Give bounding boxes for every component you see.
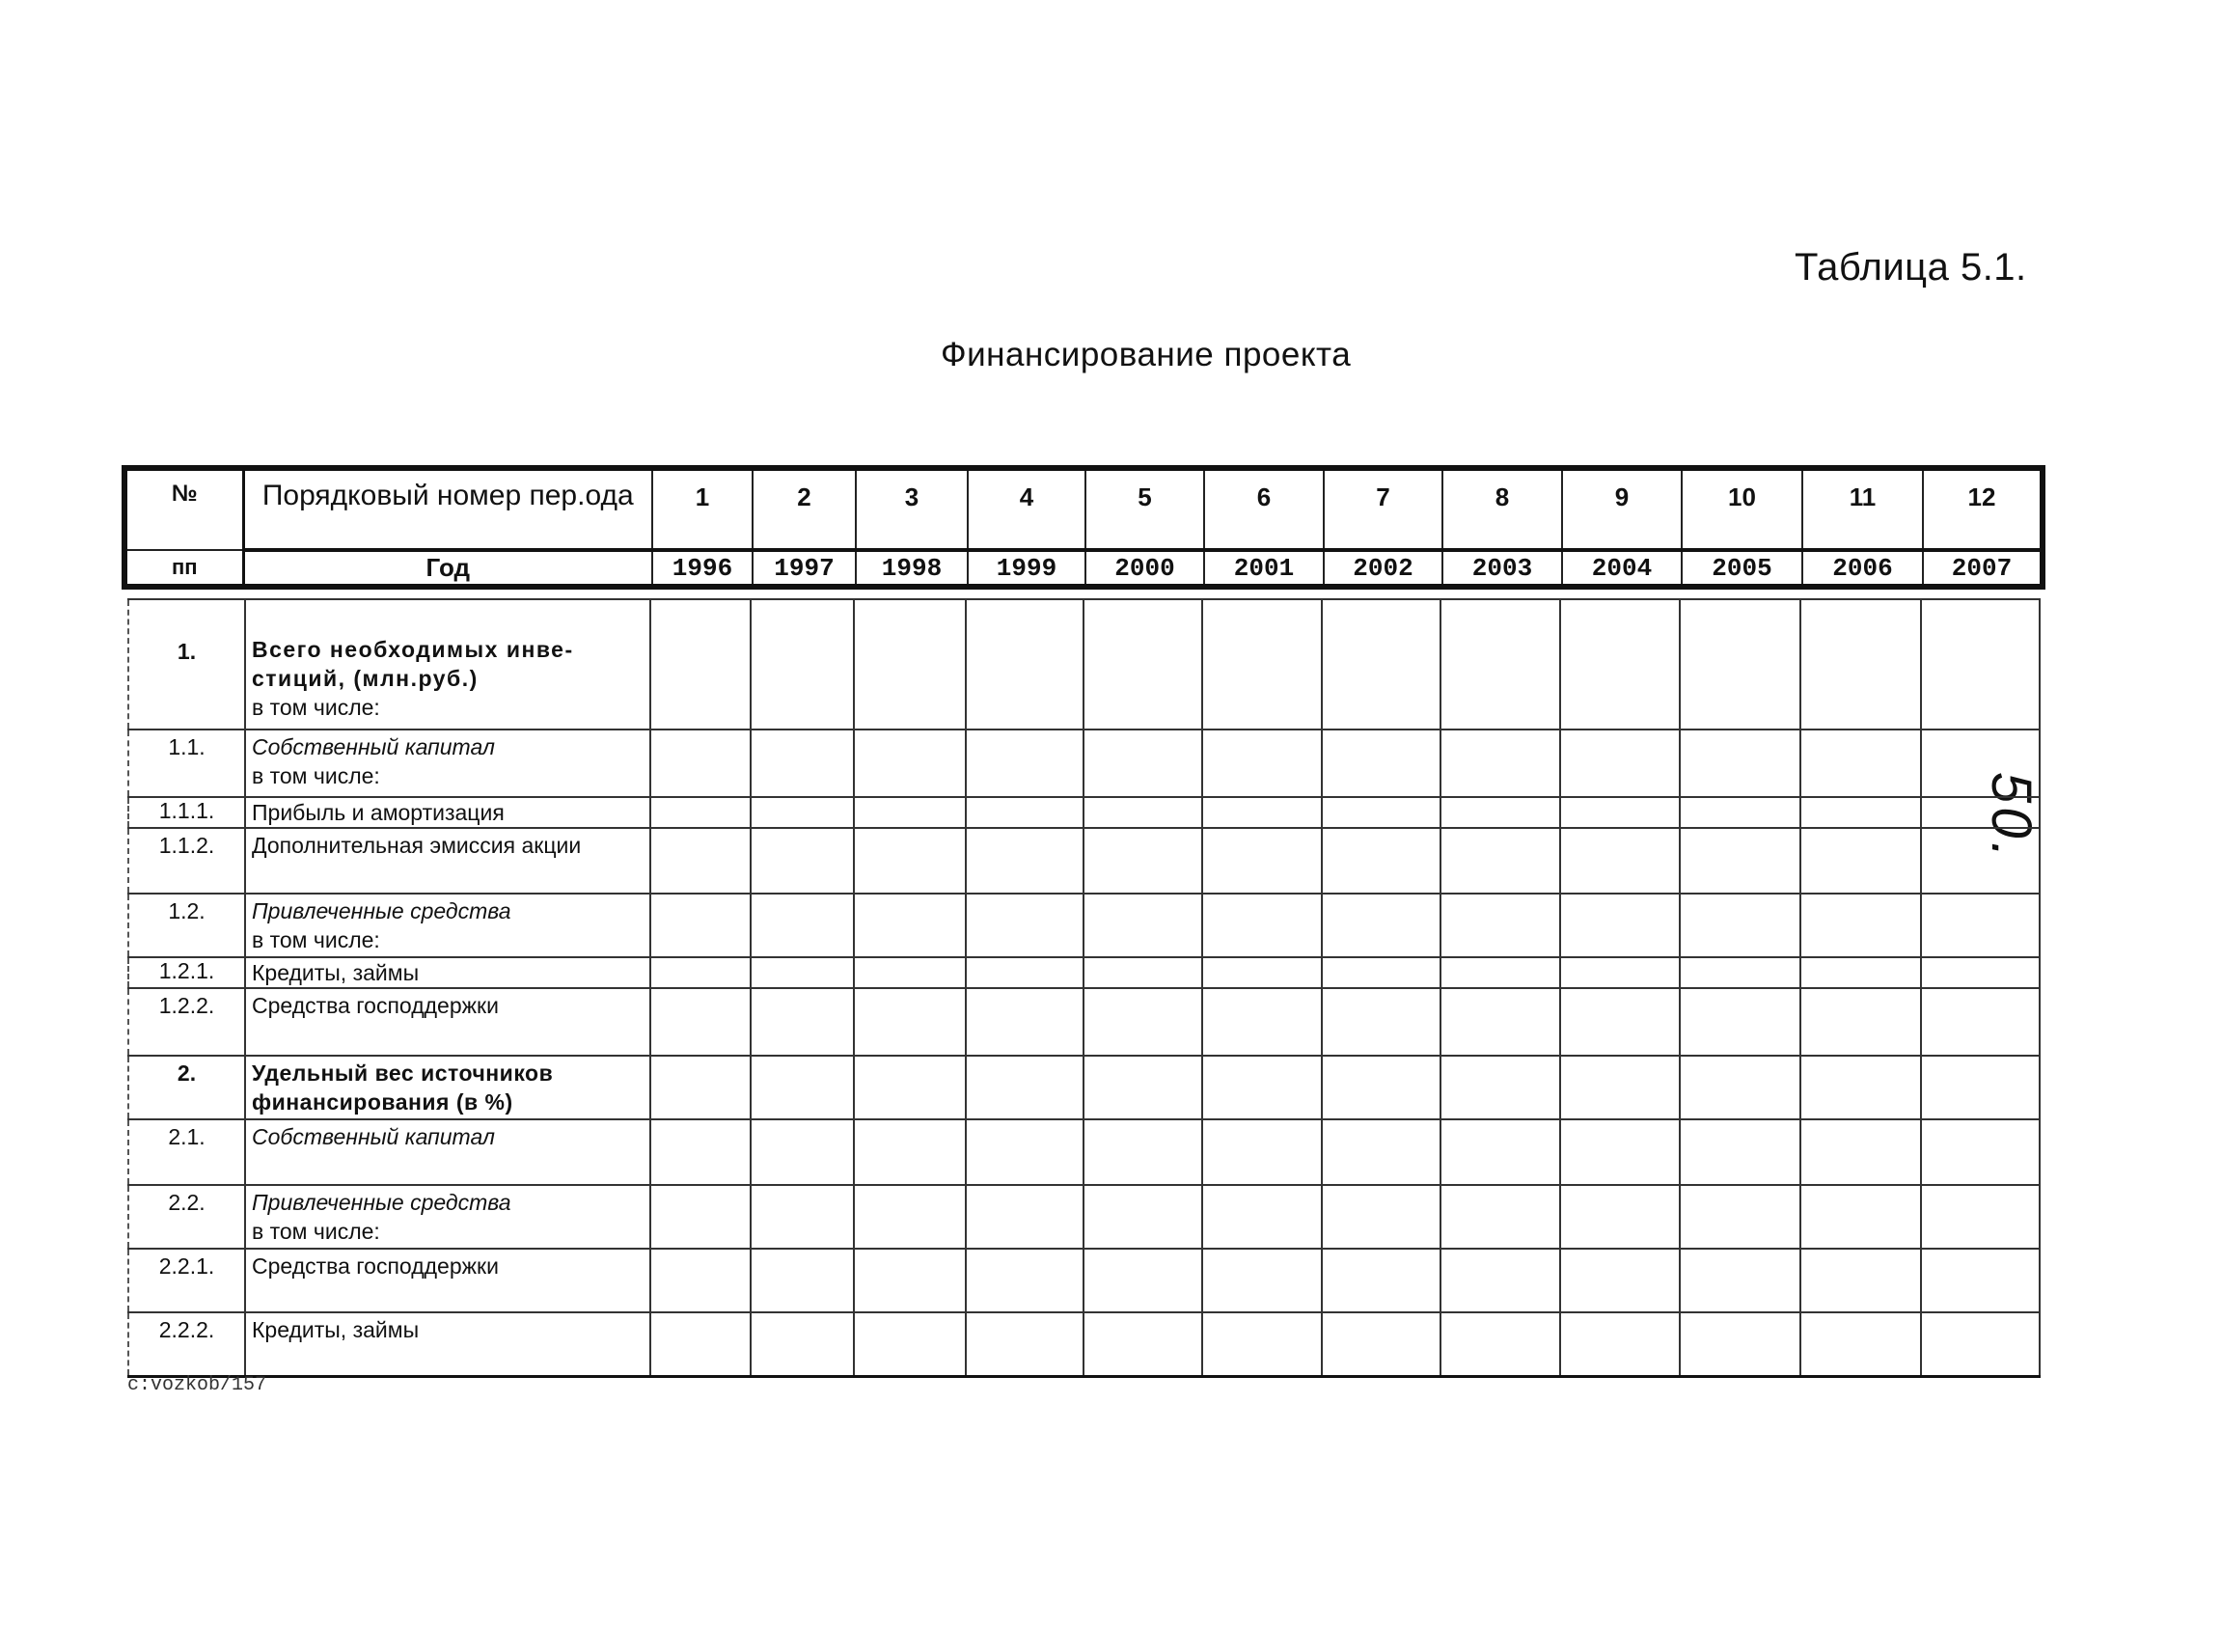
data-cell (1680, 988, 1800, 1056)
row-label-cell (245, 957, 650, 988)
data-cell (854, 797, 966, 828)
data-cell (1921, 1312, 2040, 1376)
data-cell (854, 730, 966, 797)
data-cell (1322, 828, 1440, 894)
row-label: Кредиты, займы (252, 960, 420, 985)
data-cell (1084, 1312, 1202, 1376)
data-cell (1202, 599, 1322, 730)
data-cell (966, 1185, 1084, 1249)
row-sublabel: в том числе: (252, 1219, 380, 1244)
data-cell (1680, 1119, 1800, 1185)
data-cell (854, 894, 966, 957)
data-cell (650, 1119, 751, 1185)
data-cell (1202, 730, 1322, 797)
data-cell (650, 1185, 751, 1249)
data-cell (1560, 1119, 1680, 1185)
data-cell (1322, 599, 1440, 730)
row-label-cell (245, 828, 650, 894)
table-header (122, 465, 2045, 590)
row-number: 1.2.2. (128, 988, 245, 1056)
data-cell (1322, 1185, 1440, 1249)
table-row (128, 828, 2040, 894)
header-period-number: Порядковый номер пер.ода (243, 468, 652, 550)
data-cell (1440, 957, 1560, 988)
data-cell (650, 1056, 751, 1119)
data-cell (751, 1056, 854, 1119)
data-cell (650, 894, 751, 957)
data-cell (751, 957, 854, 988)
data-cell (1202, 1249, 1322, 1312)
data-cell (1202, 1312, 1322, 1376)
header-year: 1996 (652, 550, 753, 587)
data-cell (1440, 988, 1560, 1056)
data-cell (650, 988, 751, 1056)
data-cell (1084, 1185, 1202, 1249)
header-year: 2001 (1204, 550, 1324, 587)
table-body (127, 598, 2041, 1378)
table-row (128, 797, 2040, 828)
row-number: 2.2.2. (128, 1312, 245, 1376)
data-cell (1084, 599, 1202, 730)
header-year: 2006 (1802, 550, 1923, 587)
data-cell (751, 1312, 854, 1376)
data-cell (1680, 894, 1800, 957)
data-cell (1800, 599, 1921, 730)
data-cell (1202, 894, 1322, 957)
data-cell (1921, 1119, 2040, 1185)
row-label: Средства господдержки (252, 993, 499, 1018)
data-cell (1680, 1185, 1800, 1249)
table-row (128, 957, 2040, 988)
row-label-cell (245, 1249, 650, 1312)
data-cell (854, 1185, 966, 1249)
data-cell (1322, 1249, 1440, 1312)
data-cell (1560, 957, 1680, 988)
data-cell (854, 1119, 966, 1185)
table-row (128, 1056, 2040, 1119)
header-year: 1998 (856, 550, 968, 587)
data-cell (1680, 1312, 1800, 1376)
data-cell (1084, 894, 1202, 957)
data-cell (751, 797, 854, 828)
table-row (128, 1249, 2040, 1312)
data-cell (1084, 1119, 1202, 1185)
data-cell (1800, 828, 1921, 894)
data-cell (751, 828, 854, 894)
row-label: Дополнительная эмиссия акции (252, 833, 582, 858)
data-cell (650, 957, 751, 988)
row-label: Привлеченные средства (252, 898, 511, 923)
data-cell (650, 730, 751, 797)
table-row (128, 730, 2040, 797)
data-cell (1680, 730, 1800, 797)
header-year-label: Год (243, 550, 652, 587)
data-cell (1921, 730, 2040, 797)
data-cell (751, 1185, 854, 1249)
data-cell (966, 797, 1084, 828)
table-row (128, 1185, 2040, 1249)
row-number: 1.2. (128, 894, 245, 957)
data-cell (1440, 1312, 1560, 1376)
data-cell (1800, 894, 1921, 957)
data-cell (1560, 730, 1680, 797)
data-cell (1440, 894, 1560, 957)
data-cell (1322, 894, 1440, 957)
data-cell (1800, 797, 1921, 828)
data-cell (1800, 1312, 1921, 1376)
row-number: 2.2. (128, 1185, 245, 1249)
data-cell (650, 1312, 751, 1376)
table-row (128, 1312, 2040, 1376)
data-cell (1560, 797, 1680, 828)
data-cell (751, 599, 854, 730)
data-cell (854, 828, 966, 894)
data-cell (650, 1249, 751, 1312)
data-cell (1202, 1185, 1322, 1249)
data-cell (1202, 797, 1322, 828)
data-cell (1800, 1056, 1921, 1119)
data-cell (854, 1056, 966, 1119)
header-period: 11 (1802, 468, 1923, 550)
row-label-cell (245, 894, 650, 957)
data-cell (1322, 957, 1440, 988)
table-row (128, 894, 2040, 957)
data-cell (650, 828, 751, 894)
data-cell (1084, 1249, 1202, 1312)
data-cell (966, 894, 1084, 957)
header-period: 8 (1442, 468, 1562, 550)
header-year: 1999 (968, 550, 1085, 587)
data-cell (966, 828, 1084, 894)
header-period: 5 (1085, 468, 1204, 550)
row-label: Собственный капитал (252, 1124, 495, 1149)
data-cell (751, 1249, 854, 1312)
row-label-cell (245, 1056, 650, 1119)
data-cell (1560, 894, 1680, 957)
page-number-mark: 50. (1980, 772, 2043, 862)
data-cell (1440, 797, 1560, 828)
data-cell (1202, 1056, 1322, 1119)
row-label: Средства господдержки (252, 1253, 499, 1279)
data-cell (1084, 828, 1202, 894)
data-cell (1560, 1312, 1680, 1376)
header-pp: пп (124, 550, 243, 587)
data-cell (1322, 730, 1440, 797)
row-number: 1.1.1. (128, 797, 245, 828)
data-cell (1921, 894, 2040, 957)
row-label-cell (245, 797, 650, 828)
data-cell (966, 1312, 1084, 1376)
header-period: 4 (968, 468, 1085, 550)
data-cell (1560, 1185, 1680, 1249)
data-cell (966, 730, 1084, 797)
row-label: Удельный вес источников финансирования (в %) (252, 1060, 554, 1115)
data-cell (1560, 1249, 1680, 1312)
header-period: 10 (1682, 468, 1802, 550)
data-cell (1560, 1056, 1680, 1119)
data-cell (1440, 1056, 1560, 1119)
row-label-cell (245, 1119, 650, 1185)
data-cell (751, 894, 854, 957)
data-cell (1202, 988, 1322, 1056)
data-cell (1440, 828, 1560, 894)
header-year: 2003 (1442, 550, 1562, 587)
data-cell (1322, 797, 1440, 828)
header-year: 1997 (753, 550, 856, 587)
data-cell (1921, 828, 2040, 894)
data-cell (1440, 1119, 1560, 1185)
data-cell (1440, 1185, 1560, 1249)
data-cell (1800, 1185, 1921, 1249)
row-number: 1.1.2. (128, 828, 245, 894)
header-no: № (124, 468, 243, 550)
data-cell (1921, 1056, 2040, 1119)
table-row (128, 599, 2040, 730)
data-cell (966, 957, 1084, 988)
data-cell (854, 1312, 966, 1376)
row-number: 2.1. (128, 1119, 245, 1185)
data-cell (751, 730, 854, 797)
header-period: 1 (652, 468, 753, 550)
data-cell (1680, 797, 1800, 828)
row-sublabel: в том числе: (252, 763, 380, 788)
data-cell (1084, 988, 1202, 1056)
data-cell (1680, 957, 1800, 988)
row-label-cell (245, 988, 650, 1056)
row-label: Всего необходимых инве-стиций, (млн.руб.) (252, 637, 574, 691)
data-cell (1560, 828, 1680, 894)
data-cell (854, 988, 966, 1056)
data-cell (1921, 1249, 2040, 1312)
data-cell (1800, 730, 1921, 797)
row-number: 1.1. (128, 730, 245, 797)
row-label-cell (245, 1312, 650, 1376)
data-cell (854, 1249, 966, 1312)
data-cell (1680, 828, 1800, 894)
header-year: 2002 (1324, 550, 1442, 587)
data-cell (1322, 1119, 1440, 1185)
data-cell (1680, 1249, 1800, 1312)
data-cell (1202, 1119, 1322, 1185)
data-cell (854, 599, 966, 730)
header-period: 3 (856, 468, 968, 550)
data-cell (1322, 988, 1440, 1056)
data-cell (1800, 1249, 1921, 1312)
data-cell (966, 1056, 1084, 1119)
header-period: 9 (1562, 468, 1682, 550)
data-cell (1084, 1056, 1202, 1119)
row-label-cell (245, 1185, 650, 1249)
row-label-cell (245, 599, 650, 730)
header-year: 2007 (1923, 550, 2043, 587)
data-cell (1084, 730, 1202, 797)
data-cell (1800, 1119, 1921, 1185)
row-number: 1. (128, 599, 245, 730)
document-title: Финансирование проекта (941, 336, 1352, 373)
table-row (128, 988, 2040, 1056)
row-label: Собственный капитал (252, 734, 495, 759)
data-cell (1921, 1185, 2040, 1249)
row-label: Прибыль и амортизация (252, 800, 505, 825)
table-row (128, 1119, 2040, 1185)
data-cell (1800, 988, 1921, 1056)
data-cell (1560, 988, 1680, 1056)
data-cell (1202, 957, 1322, 988)
header-period: 6 (1204, 468, 1324, 550)
header-year: 2004 (1562, 550, 1682, 587)
data-cell (1084, 957, 1202, 988)
row-label: Привлеченные средства (252, 1190, 511, 1215)
data-cell (1084, 797, 1202, 828)
data-cell (751, 988, 854, 1056)
data-cell (966, 988, 1084, 1056)
row-number: 1.2.1. (128, 957, 245, 988)
data-cell (1440, 730, 1560, 797)
header-period: 2 (753, 468, 856, 550)
row-number: 2. (128, 1056, 245, 1119)
table-number: Таблица 5.1. (1795, 246, 2027, 289)
data-cell (1440, 1249, 1560, 1312)
data-cell (1440, 599, 1560, 730)
header-year: 2005 (1682, 550, 1802, 587)
data-cell (1680, 599, 1800, 730)
header-year: 2000 (1085, 550, 1204, 587)
data-cell (1921, 599, 2040, 730)
data-cell (1680, 1056, 1800, 1119)
data-cell (1322, 1312, 1440, 1376)
row-number: 2.2.1. (128, 1249, 245, 1312)
data-cell (1202, 828, 1322, 894)
data-cell (1800, 957, 1921, 988)
row-label-cell (245, 730, 650, 797)
data-cell (751, 1119, 854, 1185)
data-cell (966, 599, 1084, 730)
data-cell (650, 797, 751, 828)
data-cell (966, 1249, 1084, 1312)
data-cell (1921, 957, 2040, 988)
row-sublabel: в том числе: (252, 927, 380, 952)
data-cell (854, 957, 966, 988)
row-label: Кредиты, займы (252, 1317, 420, 1342)
header-period: 12 (1923, 468, 2043, 550)
data-cell (1560, 599, 1680, 730)
footer-file-code: c:vozkob/157 (127, 1374, 267, 1396)
data-cell (966, 1119, 1084, 1185)
data-cell (1322, 1056, 1440, 1119)
header-period: 7 (1324, 468, 1442, 550)
data-cell (650, 599, 751, 730)
data-cell (1921, 988, 2040, 1056)
data-cell (1921, 797, 2040, 828)
row-sublabel: в том числе: (252, 695, 380, 720)
